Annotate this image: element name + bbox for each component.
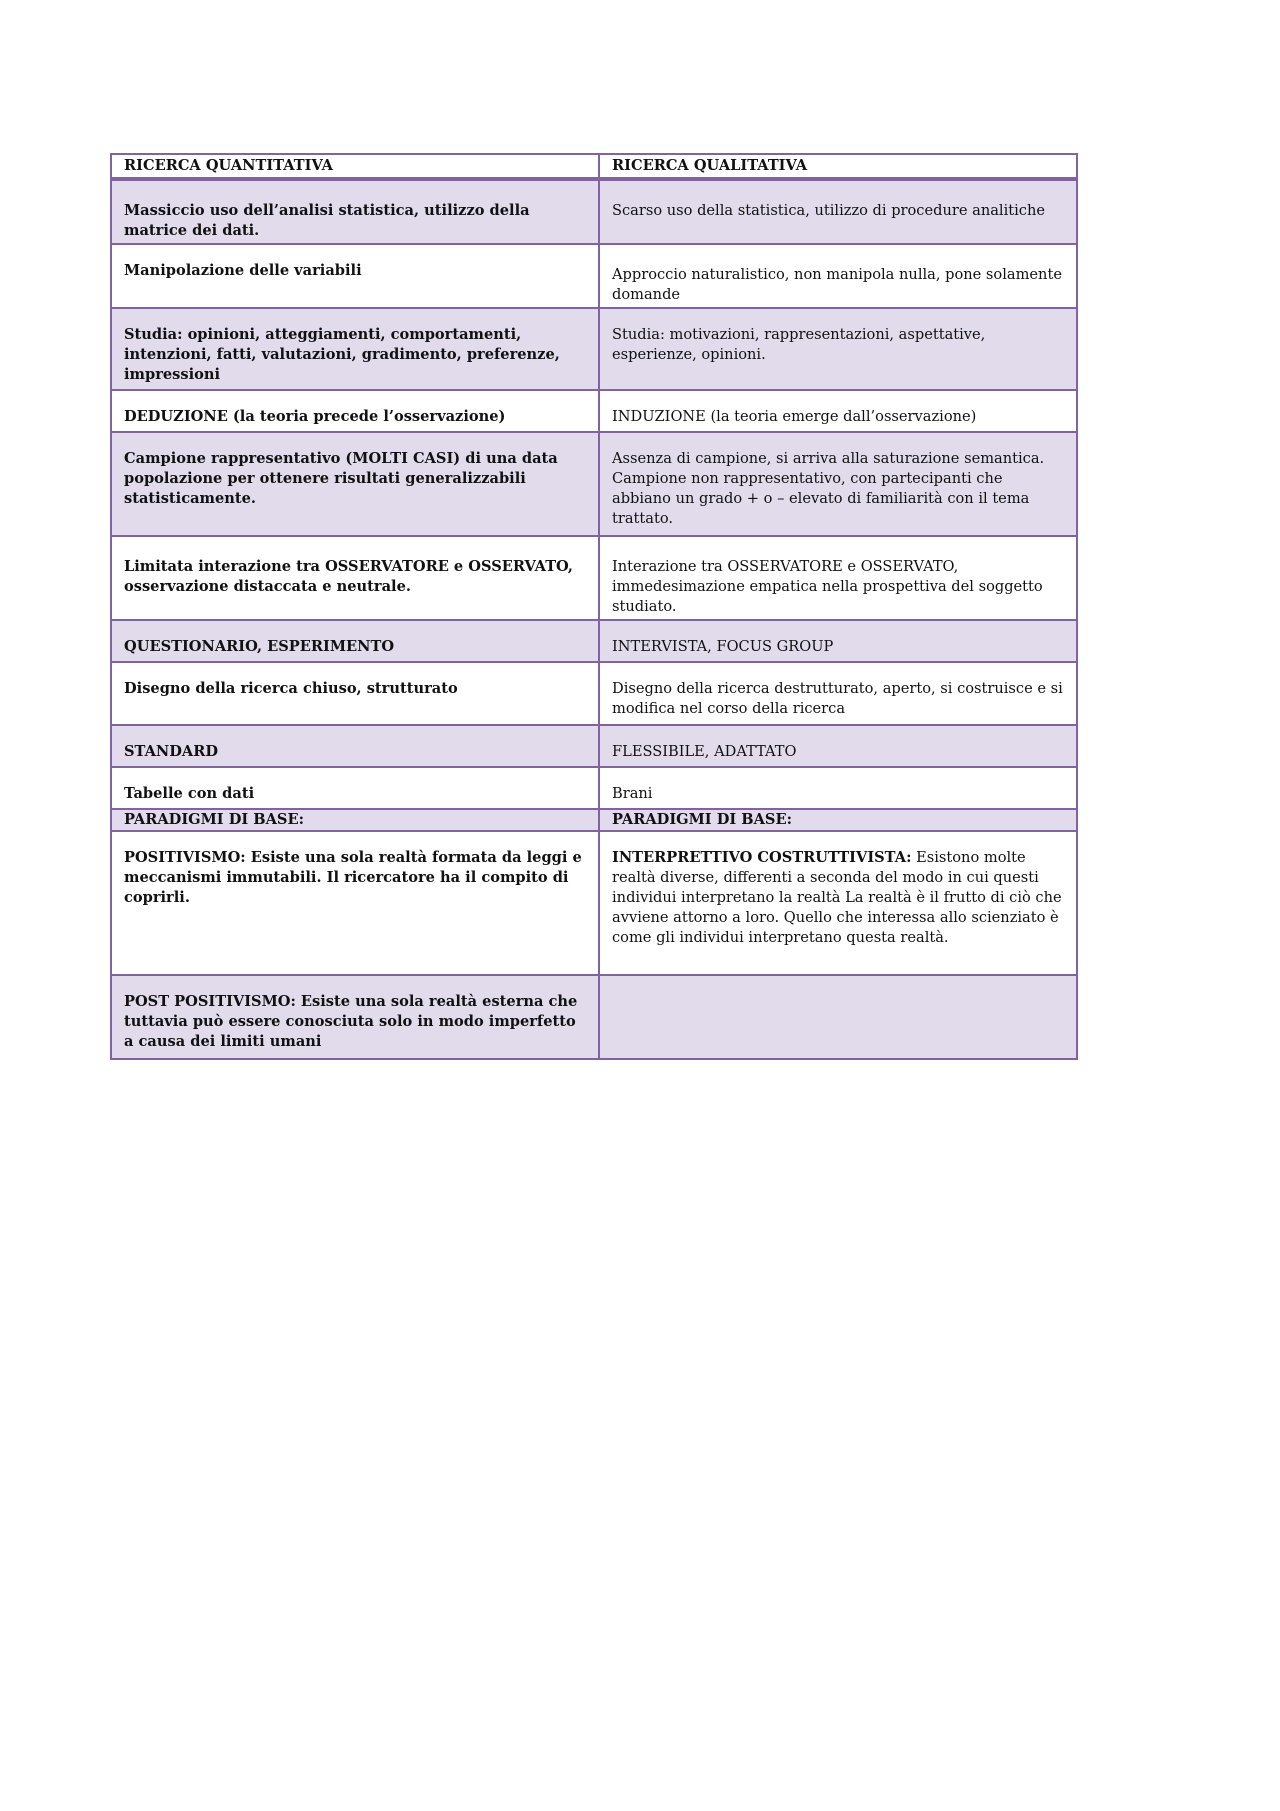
header-quantitative: RICERCA QUANTITATIVA: [111, 154, 599, 179]
table-row: [111, 725, 1077, 767]
cell-post-positivism: POST POSITIVISMO: Esiste una sola realtà esterna che tuttavia può essere conosciuta solo in modo imperfetto a causa dei limiti umani: [111, 975, 599, 1059]
cell-quantitative: Disegno della ricerca chiuso, strutturato: [111, 662, 599, 725]
cell-quantitative: Massiccio uso dell’analisi statistica, utilizzo della matrice dei dati.: [111, 179, 599, 244]
cell-qualitative: Disegno della ricerca destrutturato, aperto, si costruisce e si modifica nel corso della ricerca: [599, 662, 1077, 725]
cell-positivism: POSITIVISMO: Esiste una sola realtà formata da leggi e meccanismi immutabili. Il ricercatore ha il compito di coprirli.: [111, 831, 599, 975]
paradigms-header-row: [111, 809, 1077, 831]
table-row: [111, 767, 1077, 809]
table-row: [111, 179, 1077, 244]
table-header-row: [111, 154, 1077, 179]
cell-qualitative: Approccio naturalistico, non manipola nulla, pone solamente domande: [599, 244, 1077, 308]
header-qualitative: RICERCA QUALITATIVA: [599, 154, 1077, 179]
cell-empty: [599, 975, 1077, 1059]
cell-qualitative: INDUZIONE (la teoria emerge dall’osservazione): [599, 390, 1077, 432]
table-row: [111, 432, 1077, 536]
paradigm-label: INTERPRETTIVO COSTRUTTIVISTA:: [612, 849, 912, 866]
cell-qualitative: Studia: motivazioni, rappresentazioni, aspettative, esperienze, opinioni.: [599, 308, 1077, 390]
cell-quantitative: Limitata interazione tra OSSERVATORE e OSSERVATO, osservazione distaccata e neutrale.: [111, 536, 599, 620]
cell-qualitative: INTERVISTA, FOCUS GROUP: [599, 620, 1077, 662]
cell-qualitative: FLESSIBILE, ADATTATO: [599, 725, 1077, 767]
cell-quantitative: Tabelle con dati: [111, 767, 599, 809]
paradigms-header-qualitative: PARADIGMI DI BASE:: [599, 809, 1077, 831]
table-row: [111, 308, 1077, 390]
table-row: [111, 244, 1077, 308]
cell-quantitative: Studia: opinioni, atteggiamenti, comportamenti, intenzioni, fatti, valutazioni, gradimento, preferenze, impressioni: [111, 308, 599, 390]
cell-quantitative: Campione rappresentativo (MOLTI CASI) di una data popolazione per ottenere risultati generalizzabili statisticamente.: [111, 432, 599, 536]
paradigm-text: Esistono molte realtà diverse, differenti a seconda del modo in cui questi individui interpretano la realtà La realtà è il frutto di ciò che avviene attorno a loro. Quello che interessa allo scienziato è come gli individui interpretano questa realtà.: [612, 849, 1062, 946]
table-row: [111, 975, 1077, 1059]
cell-quantitative: Manipolazione delle variabili: [111, 244, 599, 308]
cell-quantitative: QUESTIONARIO, ESPERIMENTO: [111, 620, 599, 662]
paradigms-header-quantitative: PARADIGMI DI BASE:: [111, 809, 599, 831]
table-row: [111, 831, 1077, 975]
cell-qualitative: Brani: [599, 767, 1077, 809]
cell-interpretive-constructivism: [599, 831, 1077, 975]
cell-quantitative: STANDARD: [111, 725, 599, 767]
cell-qualitative: Scarso uso della statistica, utilizzo di procedure analitiche: [599, 179, 1077, 244]
table-row: [111, 620, 1077, 662]
table-row: [111, 662, 1077, 725]
table-row: [111, 536, 1077, 620]
cell-qualitative: Assenza di campione, si arriva alla saturazione semantica. Campione non rappresentativo, con partecipanti che abbiano un grado + o – elevato di familiarità con il tema trattato.: [599, 432, 1077, 536]
cell-quantitative: DEDUZIONE (la teoria precede l’osservazione): [111, 390, 599, 432]
table-row: [111, 390, 1077, 432]
cell-qualitative: Interazione tra OSSERVATORE e OSSERVATO, immedesimazione empatica nella prospettiva del soggetto studiato.: [599, 536, 1077, 620]
comparison-table: [110, 153, 1078, 1060]
